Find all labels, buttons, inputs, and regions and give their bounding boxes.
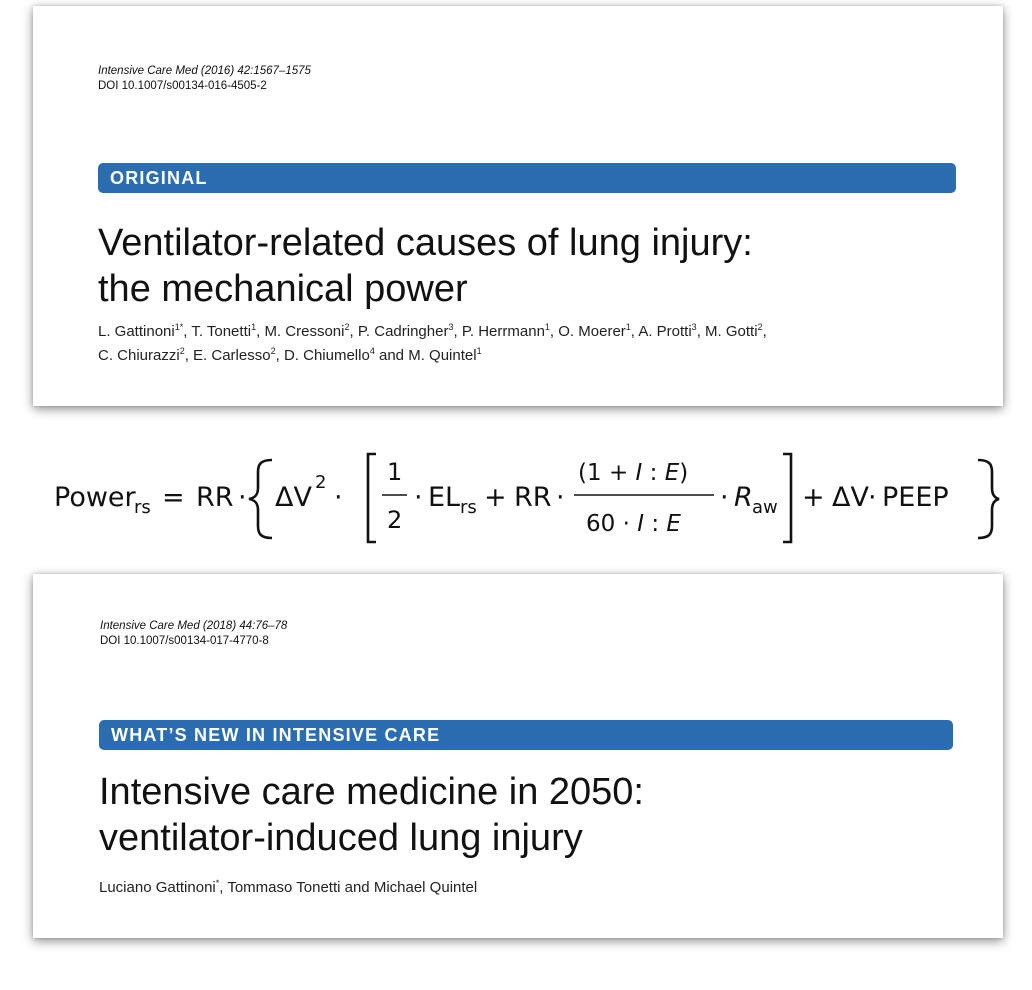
section-banner: WHAT’S NEW IN INTENSIVE CARE (99, 720, 953, 750)
separator: , (453, 323, 462, 340)
separator: , (183, 323, 192, 340)
author: D. Chiumello (283, 347, 370, 364)
plus-operator: + (802, 482, 825, 513)
title-line-2: ventilator-induced lung injury (99, 817, 583, 859)
section-banner: ORIGINAL (98, 163, 956, 193)
journal-citation: Intensive Care Med (2018) 44:76–78 (100, 620, 288, 632)
affiliation: 1 (251, 322, 257, 332)
author: P. Herrmann (461, 323, 545, 340)
affiliation: 2 (757, 322, 763, 332)
author: Tommaso Tonetti (227, 879, 341, 896)
paper-card-2018 (33, 574, 1003, 938)
affiliation: 4 (369, 346, 375, 356)
equals-sign: = (162, 482, 185, 513)
dot-operator: · (238, 482, 247, 513)
delta-v-term-2: ΔV (832, 482, 869, 513)
affiliation: 1 (544, 322, 550, 332)
paper-title (99, 769, 644, 861)
affiliation: 1 (476, 346, 482, 356)
author: T. Tonetti (191, 323, 252, 340)
dot-operator: · (556, 482, 565, 513)
affiliation: * (215, 878, 220, 888)
paper-card-2016 (33, 6, 1003, 406)
affiliation: 2 (344, 322, 350, 332)
separator: , (549, 323, 559, 340)
r-term: R (734, 482, 753, 513)
author: C. Chiurazzi (98, 347, 180, 364)
author: M. Gotti (705, 323, 758, 340)
rr-term-inner: RR (514, 482, 552, 513)
author-line-2 (98, 344, 767, 368)
rr-term: RR (196, 482, 234, 513)
citation-block (100, 619, 287, 649)
dot-operator: · (868, 482, 877, 513)
equation-svg (50, 448, 1000, 548)
citation-block (98, 64, 311, 94)
dot-operator: · (334, 482, 343, 513)
separator: and (374, 347, 409, 364)
ie-numerator: (1 + I : E) (578, 460, 689, 486)
separator: , (762, 323, 767, 340)
power-label: Power (54, 482, 136, 513)
title-line-1: Ventilator-related causes of lung injury: (98, 222, 753, 264)
separator: , (349, 323, 358, 340)
el-subscript: rs (460, 497, 477, 518)
ie-denominator: 60 · I : E (586, 511, 681, 537)
separator: and (340, 879, 374, 896)
author: M. Cressoni (264, 323, 345, 340)
author: Luciano Gattinoni (99, 879, 216, 896)
left-square-bracket (368, 454, 376, 542)
journal-citation: Intensive Care Med (2016) 42:1567–1575 (98, 65, 311, 77)
r-subscript: aw (752, 497, 778, 518)
author-list (99, 876, 477, 900)
separator: , (275, 347, 284, 364)
title-line-2: the mechanical power (98, 268, 468, 310)
half-denominator: 2 (387, 506, 403, 534)
right-square-bracket (783, 454, 791, 542)
author: P. Cadringher (357, 323, 449, 340)
dot-operator: · (720, 482, 729, 513)
author: A. Protti (638, 323, 692, 340)
paper-title (98, 220, 753, 312)
peep-term: PEEP (882, 482, 949, 513)
affiliation: 3 (691, 322, 697, 332)
dot-operator: · (414, 482, 423, 513)
separator: , (696, 323, 706, 340)
mechanical-power-equation (50, 448, 1000, 548)
affiliation: 1* (174, 322, 184, 332)
el-term: EL (428, 482, 461, 513)
author: M. Quintel (408, 347, 477, 364)
delta-v-term: ΔV (275, 482, 312, 513)
half-numerator: 1 (387, 458, 403, 486)
title-line-1: Intensive care medicine in 2050: (99, 771, 644, 813)
author-line-1 (99, 876, 477, 900)
doi: DOI 10.1007/s00134-017-4770-8 (100, 635, 269, 647)
left-curly-brace (249, 460, 272, 538)
affiliation: 2 (270, 346, 276, 356)
author: Michael Quintel (373, 879, 478, 896)
affiliation: 3 (448, 322, 454, 332)
author-line-1 (98, 320, 767, 344)
author: O. Moerer (558, 323, 626, 340)
power-subscript: rs (134, 497, 151, 518)
author: E. Carlesso (193, 347, 271, 364)
affiliation: 2 (179, 346, 185, 356)
separator: , (256, 323, 265, 340)
separator: , (630, 323, 639, 340)
separator: , (219, 879, 228, 896)
author-list (98, 320, 767, 368)
author: L. Gattinoni (98, 323, 175, 340)
plus-operator: + (484, 482, 507, 513)
right-curly-brace (978, 460, 999, 538)
square-exponent: 2 (315, 472, 327, 493)
doi: DOI 10.1007/s00134-016-4505-2 (98, 80, 267, 92)
affiliation: 1 (625, 322, 631, 332)
separator: , (184, 347, 194, 364)
